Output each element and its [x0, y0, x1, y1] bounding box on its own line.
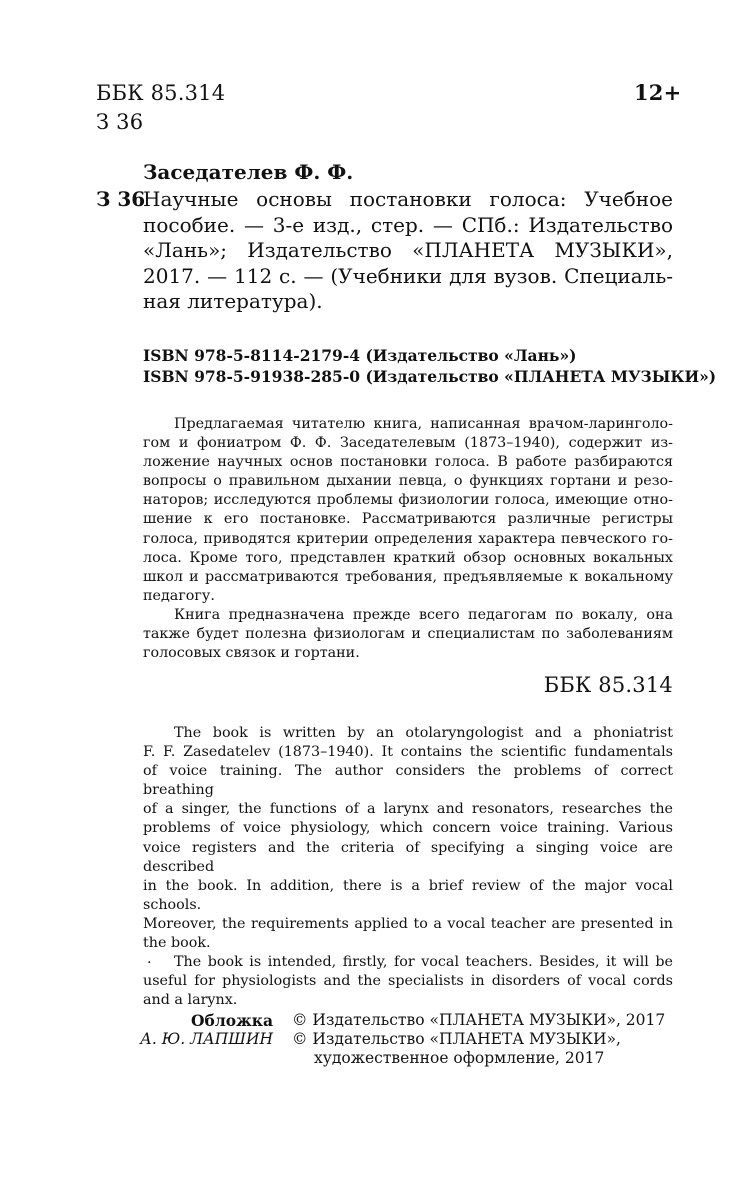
annotation-en-line: F. F. Zasedatelev (1873–1940). It contains the scientific fundamentals	[143, 744, 673, 761]
annotation-en-line: The book is intended, firstly, for vocal teachers. Besides, it will be	[174, 954, 673, 971]
annotation-line: лоса. Кроме того, представлен краткий обзор основных вокальных	[143, 549, 673, 566]
annotation-line: педагогу.	[143, 587, 215, 604]
trailing-dot: .	[147, 951, 152, 967]
annotation-line: также будет полезна физиологам и специалистам по заболеваниям	[143, 626, 673, 643]
copyright-line-1: © Издательство «ПЛАНЕТА МУЗЫКИ», 2017	[292, 1011, 666, 1029]
copyright-line-3: художественное оформление, 2017	[314, 1049, 605, 1067]
description-line: Научные основы постановки голоса: Учебное	[143, 187, 673, 211]
cover-artist: А. Ю. ЛАПШИН	[140, 1030, 273, 1048]
annotation-line: голоса, приводятся критерии определения характера певческого го-	[143, 530, 673, 547]
annotation-en-line: voice registers and the criteria of specifying a singing voice are described	[143, 839, 673, 875]
annotation-line: школ и рассматриваются требования, предъявляемые к вокальному	[143, 568, 673, 585]
annotation-en-line: The book is written by an otolaryngologist and a phoniatrist	[174, 725, 673, 741]
annotation-line: Предлагаемая читателю книга, написанная врачом-ларинголо-	[174, 416, 673, 432]
copyright-line-2: © Издательство «ПЛАНЕТА МУЗЫКИ»,	[292, 1030, 621, 1048]
description-line: «Лань»; Издательство «ПЛАНЕТА МУЗЫКИ»,	[143, 238, 673, 262]
isbn-lan: ISBN 978-5-8114-2179-4 (Издательство «Лань»)	[143, 346, 577, 365]
annotation-en	[143, 724, 673, 1010]
cover-label: Обложка	[191, 1011, 273, 1030]
annotation-en-line: useful for physiologists and the specialists in disorders of vocal cords	[143, 973, 673, 990]
annotation-line: наторов; исследуются проблемы физиологии голоса, имеющие отно-	[143, 492, 673, 509]
annotation-en-line: of a singer, the functions of a larynx and resonators, researches the	[143, 801, 673, 818]
isbn-planeta: ISBN 978-5-91938-285-0 (Издательство «ПЛАНЕТА МУЗЫКИ»)	[143, 367, 717, 386]
annotation-line: шение к его постановке. Рассматриваются различные регистры	[143, 511, 673, 528]
age-rating: 12+	[634, 80, 682, 105]
annotation-line: гом и фониатром Ф. Ф. Заседателевым (1873–1940), содержит из-	[143, 435, 673, 452]
annotation-en-line: in the book. In addition, there is a brief review of the major vocal schools.	[143, 877, 673, 913]
annotation-en-line: the book.	[143, 935, 211, 952]
annotation-ru	[143, 415, 673, 663]
description-line: пособие. — 3-е изд., стер. — СПб.: Издательство	[143, 212, 673, 237]
description-line: ная литература).	[143, 289, 323, 313]
bbk-index-right: ББК 85.314	[543, 673, 673, 697]
author-name: Заседателев Ф. Ф.	[143, 160, 354, 184]
annotation-line: ложение научных основ постановки голоса. В работе разбираются	[143, 454, 673, 471]
bibliographic-description-cont	[143, 213, 673, 315]
entry-code: З 36	[96, 187, 146, 211]
bbk-index: ББК 85.314	[96, 81, 226, 105]
annotation-line: голосовых связок и гортани.	[143, 645, 360, 662]
annotation-en-line: problems of voice physiology, which concern voice training. Various	[143, 820, 673, 837]
annotation-line: вопросы о правильном дыхании певца, о функциях гортани и резо-	[143, 473, 673, 490]
annotation-en-line: and a larynx.	[143, 992, 238, 1009]
annotation-en-line: Moreover, the requirements applied to a vocal teacher are presented in	[143, 915, 673, 932]
author-code: З 36	[96, 110, 144, 134]
description-line: 2017. — 112 с. — (Учебники для вузов. Специаль-	[143, 263, 673, 288]
annotation-line: Книга предназначена прежде всего педагогам по вокалу, она	[174, 606, 673, 623]
bibliographic-description	[143, 187, 673, 213]
annotation-en-line: of voice training. The author considers the problems of correct breathing	[143, 763, 673, 799]
